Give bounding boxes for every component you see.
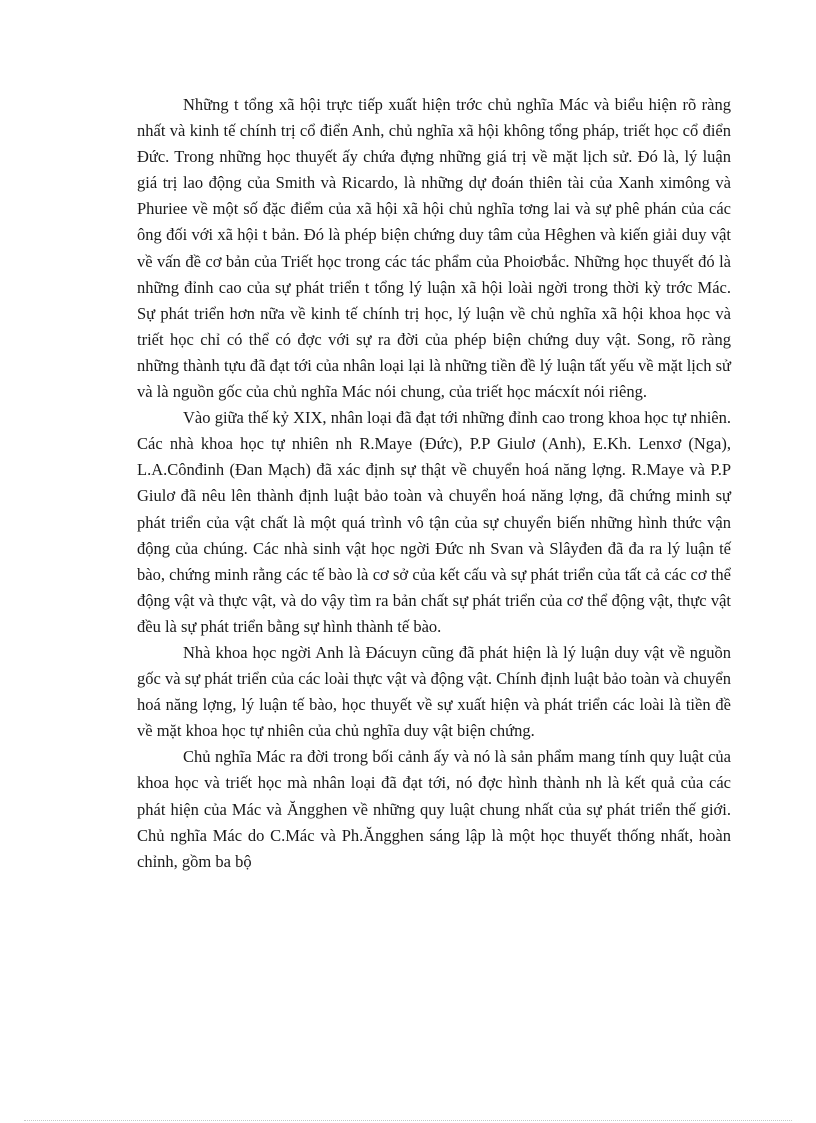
body-text <box>137 92 731 875</box>
paragraph-4: Chủ nghĩa Mác ra đời trong bối cảnh ấy và nó là sản phẩm mang tính quy luật của khoa học và triết học mà nhân loại đã đạt tới, nó đợc hình thành nh là kết quả của các phát hiện của Mác và Ăngghen về những quy luật chung nhất của sự phát triển thế giới. Chủ nghĩa Mác do C.Mác và Ph.Ăngghen sáng lập là một học thuyết thống nhất, hoàn chỉnh, gồm ba bộ <box>137 747 731 871</box>
paragraph-1: Những t tổng xã hội trực tiếp xuất hiện trớc chủ nghĩa Mác và biểu hiện rõ ràng nhất và kinh tế chính trị cổ điển Anh, chủ nghĩa xã hội không tổng pháp, triết học cổ điển Đức. Trong những học thuyết ấy chứa đựng những giá trị về mặt lịch sử. Đó là, lý luận giá trị lao động của Smith và Ricardo, là những dự đoán thiên tài của Xanh ximông và Phuriee về một số đặc điểm của xã hội xã hội chủ nghĩa tơng lai và sự phê phán của các ông đối với xã hội t bản. Đó là phép biện chứng duy tâm của Hêghen và kiến giải duy vật về vấn đề cơ bản của Triết học trong các tác phẩm của Phoiơbắc. Những học thuyết đó là những đỉnh cao của sự phát triển t tổng lý luận xã hội loài ngời trong thời kỳ trớc Mác. Sự phát triển hơn nữa về kinh tế chính trị học, lý luận về chủ nghĩa xã hội khoa học và triết học chỉ có thể có đợc với sự ra đời của phép biện chứng duy vật. Song, rõ ràng những thành tựu đã đạt tới của nhân loại lại là những tiền đề lý luận tất yếu về mặt lịch sử và là nguồn gốc của chủ nghĩa Mác nói chung, của triết học mácxít nói riêng. <box>137 95 731 402</box>
paragraph-2: Vào giữa thế kỷ XIX, nhân loại đã đạt tới những đỉnh cao trong khoa học tự nhiên. Các nhà khoa học tự nhiên nh R.Maye (Đức), P.P Giulơ (Anh), E.Kh. Lenxơ (Nga), L.A.Cônđinh (Đan Mạch) đã xác định sự thật về chuyển hoá năng lợng. R.Maye và P.P Giulơ đã nêu lên thành định luật bảo toàn và chuyển hoá năng lợng, đã chứng minh sự phát triển của vật chất là một quá trình vô tận của sự chuyển biến những hình thức vận động của chúng. Các nhà sinh vật học ngời Đức nh Svan và Slâyđen đã đa ra lý luận tế bào, chứng minh rằng các tế bào là cơ sở của kết cấu và sự phát triển của tất cả các cơ thể động vật và thực vật, và do vậy tìm ra bản chất sự phát triển của cơ thể động vật, thực vật đều là sự phát triển bằng sự hình thành tế bào. <box>137 408 731 636</box>
page-bottom-divider <box>24 1120 792 1121</box>
paragraph-3: Nhà khoa học ngời Anh là Đácuyn cũng đã phát hiện là lý luận duy vật về nguồn gốc và sự phát triển của các loài thực vật và động vật. Chính định luật bảo toàn và chuyển hoá năng lợng, lý luận tế bào, học thuyết về sự xuất hiện và phát triển các loài là tiền đề về mặt khoa học tự nhiên của chủ nghĩa duy vật biện chứng. <box>137 642 731 741</box>
